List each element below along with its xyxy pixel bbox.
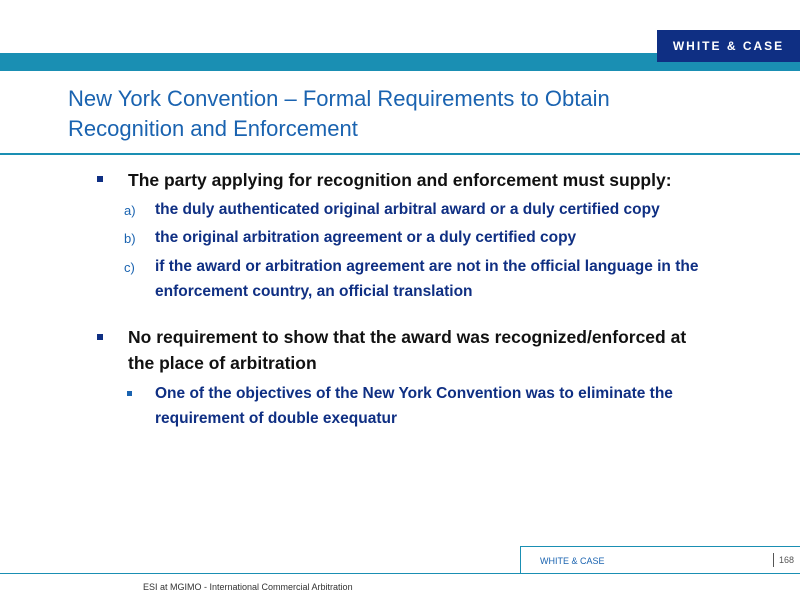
footer-caption: ESI at MGIMO - International Commercial Arbitration (143, 582, 353, 592)
title-divider (0, 153, 800, 155)
subitem-b-marker: b) (124, 231, 136, 246)
subitem-b-text: the original arbitration agreement or a duly certified copy (155, 229, 577, 246)
logo-text: WHITE & CASE (672, 39, 785, 53)
square-bullet-icon (97, 334, 103, 340)
bullet-2-line2: the place of arbitration (128, 353, 317, 373)
footer-separator (773, 553, 774, 567)
company-logo (657, 30, 800, 62)
footer-brand: WHITE & CASE (540, 556, 605, 566)
subitem-a-text: the duly authenticated original arbitral award or a duly certified copy (155, 201, 660, 218)
small-square-bullet-icon (127, 391, 132, 396)
slide-title-line1: New York Convention – Formal Requirements to Obtain (68, 86, 610, 111)
footer-caption-box (0, 573, 800, 600)
page-number: 168 (779, 555, 795, 565)
square-bullet-icon (97, 176, 103, 182)
slide-title (68, 84, 688, 144)
subbullet-line1: One of the objectives of the New York Convention was to eliminate the (155, 385, 673, 402)
bullet-2-line1: No requirement to show that the award was recognized/enforced at (128, 327, 687, 347)
subitem-c-marker: c) (124, 260, 135, 275)
subbullet-line2: requirement of double exequatur (155, 410, 398, 427)
slide-title-line2: Recognition and Enforcement (68, 116, 358, 141)
subitem-c-line1: if the award or arbitration agreement are not in the official language in the (155, 258, 699, 275)
subitem-a-marker: a) (124, 203, 136, 218)
bullet-1-text: The party applying for recognition and enforcement must supply: (128, 170, 672, 190)
subitem-c-line2: enforcement country, an official translation (155, 283, 473, 300)
